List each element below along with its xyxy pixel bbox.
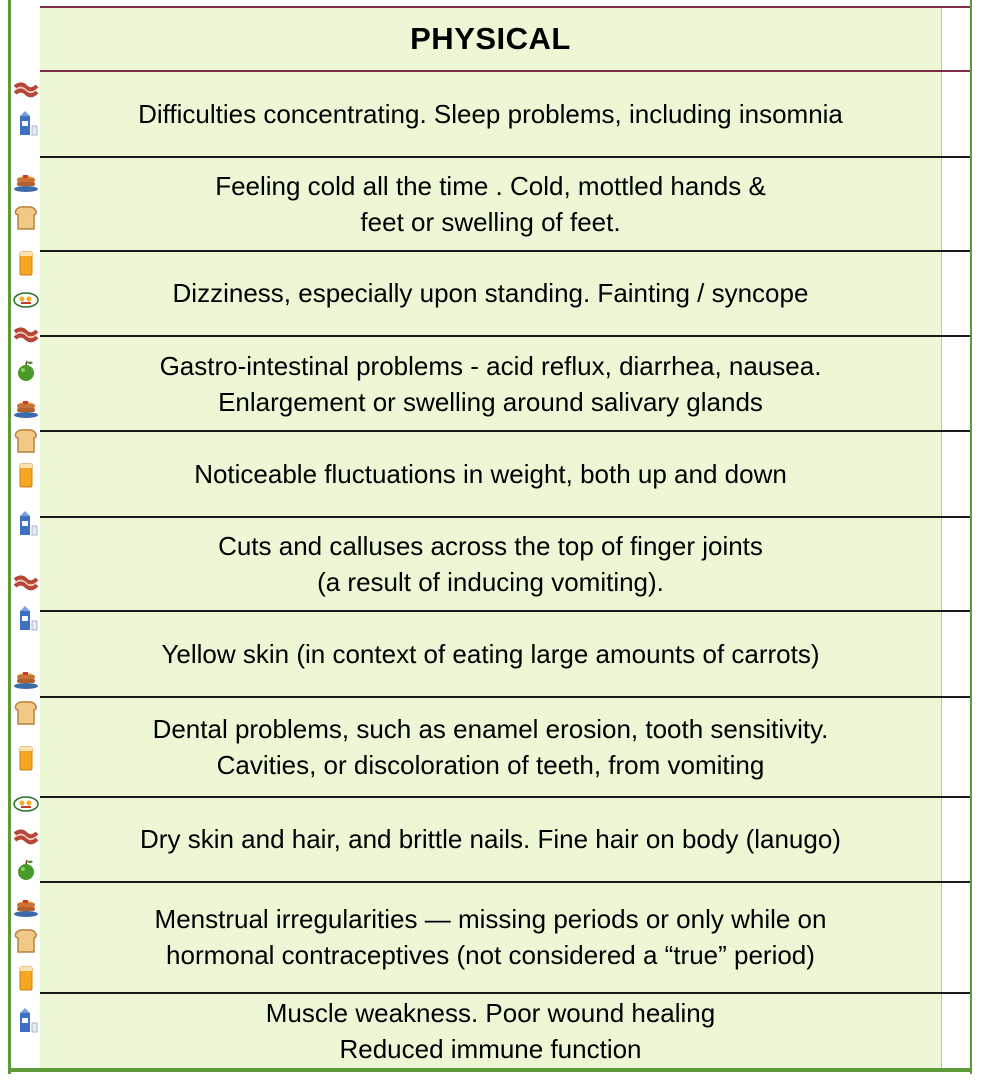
apple-icon	[13, 357, 39, 383]
symptom-row	[40, 797, 941, 881]
symptom-row	[40, 157, 941, 250]
symptom-row	[40, 993, 941, 1068]
toast-icon	[13, 205, 39, 231]
eggs-icon	[13, 790, 39, 816]
symptom-text: hormonal contraceptives (not considered a “true” period)	[166, 940, 815, 970]
pancakes-icon	[13, 665, 39, 691]
header-title: PHYSICAL	[410, 21, 571, 56]
bacon-icon	[13, 825, 39, 851]
symptom-text: Menstrual irregularities — missing periods or only while on	[154, 904, 827, 934]
milk-carton-icon	[13, 510, 39, 536]
toast-icon	[13, 700, 39, 726]
blank-column	[943, 8, 970, 1068]
frame-left-border	[8, 0, 11, 1074]
symptom-text: Feeling cold all the time . Cold, mottled hands &	[215, 170, 766, 201]
eggs-icon	[13, 286, 39, 312]
apple-icon	[13, 856, 39, 882]
symptom-text: Difficulties concentrating. Sleep problems, including insomnia	[138, 99, 843, 129]
symptom-row	[40, 337, 941, 430]
milk-carton-icon	[13, 605, 39, 631]
juice-icon	[13, 250, 39, 276]
pancakes-icon	[13, 168, 39, 194]
milk-carton-icon	[13, 110, 39, 136]
toast-icon	[13, 428, 39, 454]
symptom-text: Gastro-intestinal problems - acid reflux, diarrhea, nausea.	[159, 350, 822, 381]
frame-bottom-border	[8, 1068, 972, 1072]
symptom-text: Enlargement or swelling around salivary glands	[218, 386, 763, 417]
symptom-text: Dry skin and hair, and brittle nails. Fine hair on body (lanugo)	[140, 824, 841, 854]
frame-right-border	[970, 0, 972, 1074]
bacon-icon	[13, 571, 39, 597]
symptom-row	[40, 882, 941, 992]
symptom-text: (a result of inducing vomiting).	[317, 566, 664, 597]
juice-icon	[13, 462, 39, 488]
symptom-row	[40, 251, 941, 335]
symptom-text: Cavities, or discoloration of teeth, from vomiting	[216, 749, 765, 780]
symptom-text: Cuts and calluses across the top of finger joints	[218, 530, 763, 561]
symptom-text: Dental problems, such as enamel erosion, tooth sensitivity.	[152, 713, 829, 744]
symptom-text: feet or swelling of feet.	[360, 206, 621, 237]
pancakes-icon	[13, 394, 39, 420]
pancakes-icon	[13, 893, 39, 919]
symptom-row	[40, 72, 941, 156]
toast-icon	[13, 928, 39, 954]
juice-icon	[13, 745, 39, 771]
symptom-row	[40, 517, 941, 610]
symptom-row	[40, 432, 941, 516]
symptom-text: Dizziness, especially upon standing. Fainting / syncope	[172, 278, 809, 308]
juice-icon	[13, 965, 39, 991]
symptom-row	[40, 612, 941, 696]
bacon-icon	[13, 323, 39, 349]
milk-carton-icon	[13, 1007, 39, 1033]
symptom-text: Reduced immune function	[339, 1033, 642, 1064]
symptom-text: Yellow skin (in context of eating large amounts of carrots)	[161, 639, 820, 669]
table-header	[40, 8, 941, 70]
bacon-icon	[13, 78, 39, 104]
symptom-text: Noticeable fluctuations in weight, both up and down	[194, 459, 787, 489]
symptom-text: Muscle weakness. Poor wound healing	[265, 997, 716, 1028]
symptom-row	[40, 697, 941, 796]
